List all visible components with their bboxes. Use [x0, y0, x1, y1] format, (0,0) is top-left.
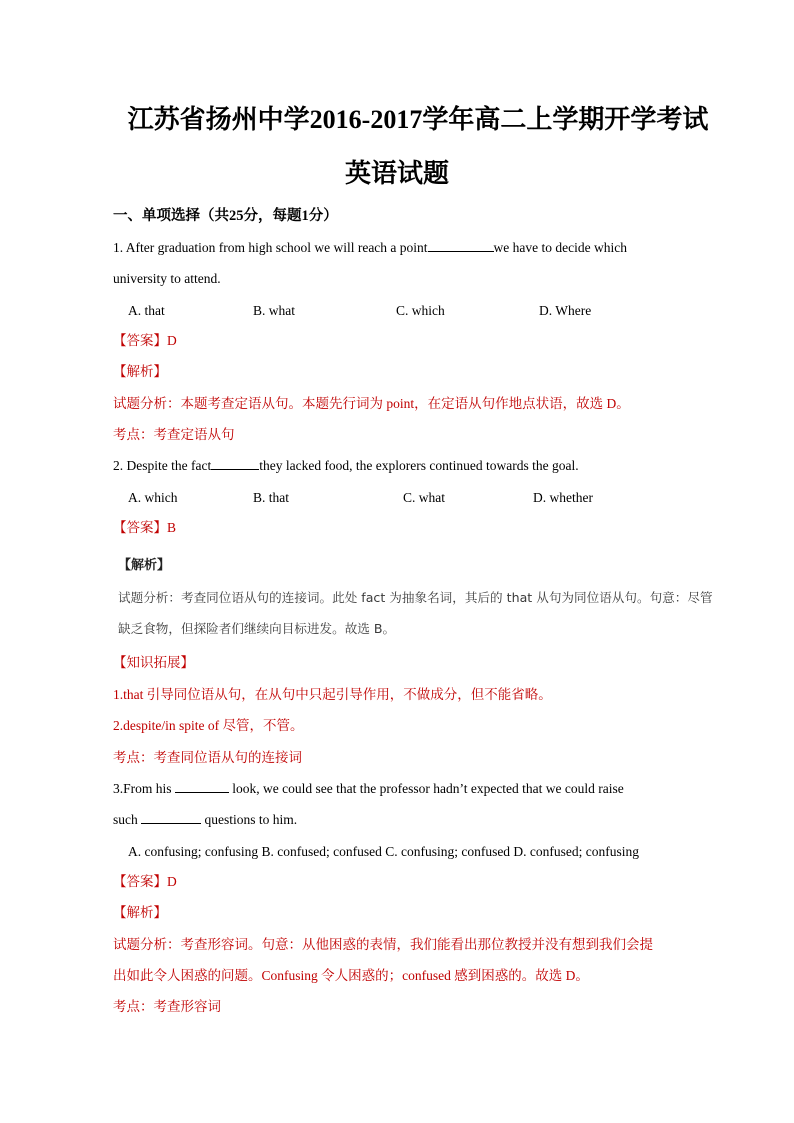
- q1-blank: [428, 239, 494, 252]
- q1-option-d: D. Where: [539, 303, 592, 318]
- q3-analysis-label: 【解析】: [113, 905, 167, 920]
- q2-extension-1: 1.that 引导同位语从句，在从句中只起引导作用，不做成分，但不能省略。: [113, 687, 552, 702]
- document-subtitle: 英语试题: [344, 159, 449, 188]
- q2-option-d: D. whether: [533, 490, 593, 505]
- q1-stem-part1: 1. After graduation from high school we will reach a point: [113, 240, 428, 255]
- q1-stem-part2: we have to decide which: [493, 240, 627, 255]
- q3-analysis-line2: 出如此令人困惑的问题。Confusing 令人困惑的；confused 感到困惑的。故选 D。: [113, 968, 589, 983]
- q2-stem-part2: they lacked food, the explorers continued towards the goal.: [259, 458, 579, 473]
- q1-option-a: A. that: [128, 303, 165, 318]
- q2-option-a: A. which: [128, 490, 178, 505]
- q2-analysis-line1: 试题分析：考查同位语从句的连接词。此处 fact 为抽象名词，其后的 that 从句为同位语从句。句意：尽管: [118, 590, 713, 605]
- q3-blank-2: [141, 811, 201, 824]
- document-title: 江苏省扬州中学2016-2017学年高二上学期开学考试: [127, 105, 709, 134]
- q2-analysis-line2: 缺乏食物，但探险者们继续向目标进发。故选 B。: [118, 621, 396, 636]
- q2-option-c: C. what: [403, 490, 445, 505]
- q2-point: 考点：考查同位语从句的连接词: [113, 750, 302, 765]
- q3-analysis-line1: 试题分析：考查形容词。句意：从他困惑的表情，我们能看出那位教授并没有想到我们会提: [113, 937, 653, 952]
- q3-stem-line2: [113, 810, 297, 830]
- q2-stem: [113, 456, 579, 476]
- q3-point: 考点：考查形容词: [113, 999, 221, 1014]
- q3-blank-1: [175, 780, 229, 793]
- section-heading: 一、单项选择（共25分，每题1分）: [113, 208, 338, 224]
- q2-answer: 【答案】B: [113, 520, 177, 535]
- q1-stem-line1: [113, 238, 627, 258]
- q2-extension-2: 2.despite/in spite of 尽管，不管。: [113, 718, 304, 733]
- q3-stem-part4: questions to him.: [201, 812, 298, 827]
- q3-answer: 【答案】D: [113, 874, 177, 889]
- q2-blank: [211, 457, 259, 470]
- q1-option-c: C. which: [396, 303, 445, 318]
- q1-option-b: B. what: [253, 303, 295, 318]
- q1-analysis-label: 【解析】: [113, 364, 167, 379]
- q1-analysis: 试题分析：本题考查定语从句。本题先行词为 point，在定语从句作地点状语，故选 D。: [113, 396, 630, 411]
- q1-answer: 【答案】D: [113, 333, 177, 348]
- q2-stem-part1: 2. Despite the fact: [113, 458, 212, 473]
- q2-extension-label: 【知识拓展】: [113, 655, 194, 670]
- q3-options: A. confusing; confusing B. confused; confused C. confusing; confused D. confused; confusing: [128, 844, 640, 859]
- q2-option-b: B. that: [253, 490, 289, 505]
- q3-stem-part2: look, we could see that the professor hadn’t expected that we could raise: [228, 781, 624, 796]
- q1-stem-line2: university to attend.: [113, 271, 221, 286]
- q3-stem-part1: 3.From his: [113, 781, 172, 796]
- q3-stem-part3: such: [113, 812, 138, 827]
- q2-analysis-label: 【解析】: [118, 558, 171, 573]
- q1-point: 考点：考查定语从句: [113, 427, 235, 442]
- q3-stem-line1: [113, 779, 624, 799]
